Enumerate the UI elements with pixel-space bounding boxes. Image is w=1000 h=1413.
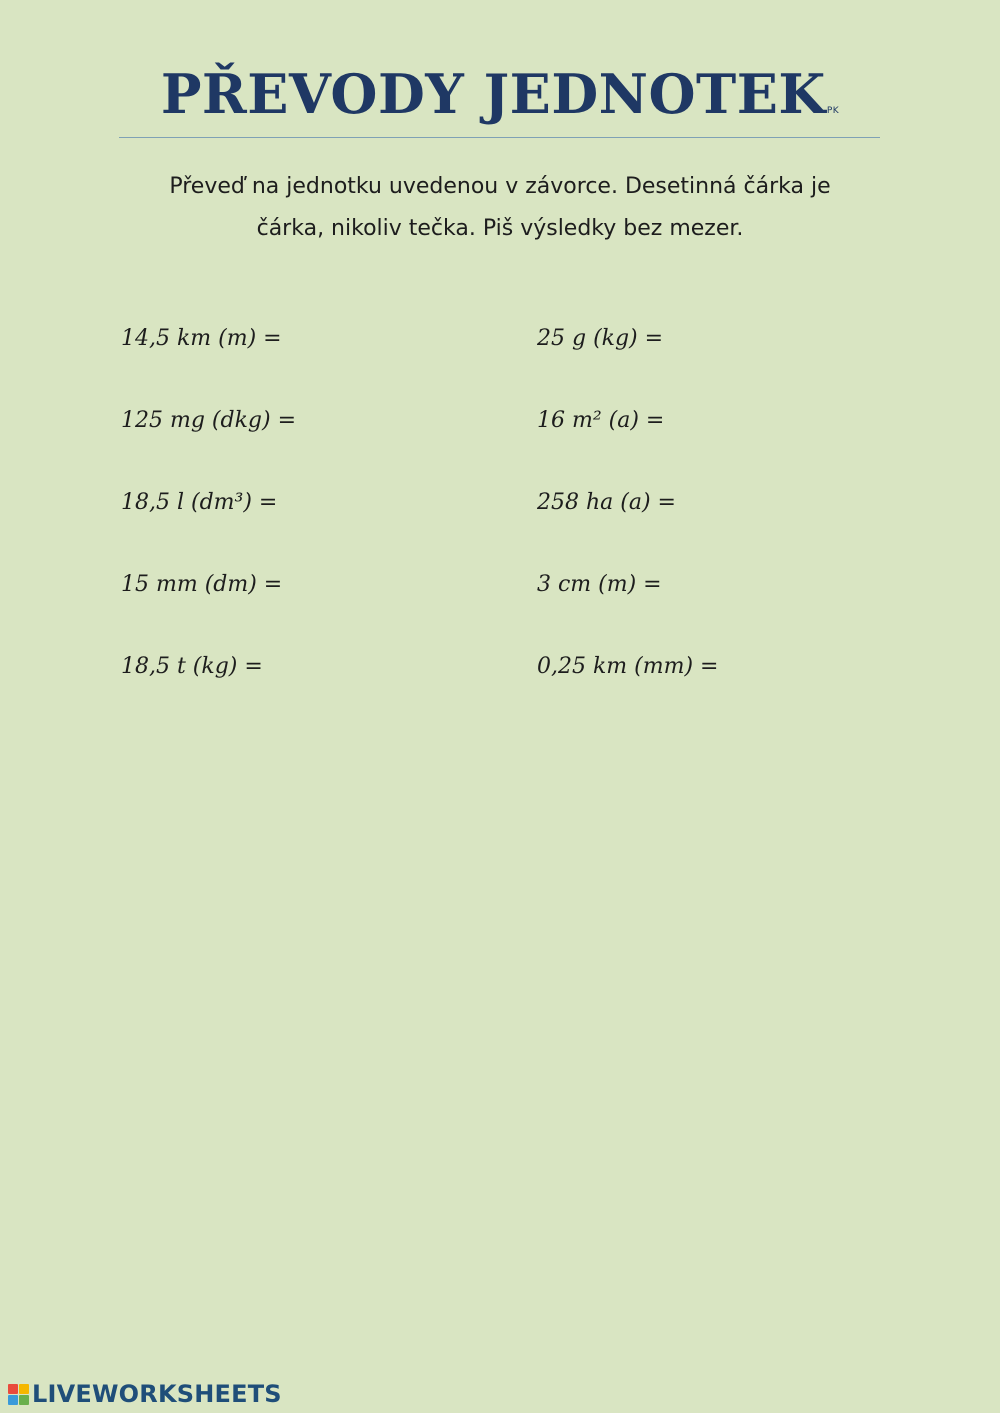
logo-cube [19,1395,29,1405]
instructions-line-2: čárka, nikoliv tečka. Piš výsledky bez mezer. [256,216,744,241]
title-divider [119,137,880,138]
exercise-label: 25 g (kg) = [537,326,664,351]
exercise-label: 0,25 km (mm) = [537,654,719,679]
exercise-left-5 [121,654,419,680]
logo-cube [19,1384,29,1394]
answer-field[interactable] [283,490,433,516]
liveworksheets-logo [8,1380,282,1408]
answer-field[interactable] [269,654,419,680]
answer-field[interactable] [669,326,819,352]
answer-field[interactable] [668,572,818,598]
exercise-left-3 [121,490,433,516]
answer-field[interactable] [724,654,874,680]
exercise-label: 18,5 t (kg) = [121,654,263,679]
exercise-right-1 [537,326,819,352]
exercise-right-5 [537,654,874,680]
exercise-left-4 [121,572,438,598]
logo-cubes-icon [8,1384,29,1405]
answer-field[interactable] [670,408,820,434]
exercise-label: 15 mm (dm) = [121,572,283,597]
exercise-label: 14,5 km (m) = [121,326,282,351]
exercise-right-2 [537,408,820,434]
page-title [0,62,1000,126]
exercise-right-4 [537,572,818,598]
logo-cube [8,1395,18,1405]
exercise-label: 18,5 l (dm³) = [121,490,278,515]
answer-field[interactable] [288,572,438,598]
logo-brand-text: LIVEWORKSHEETS [32,1380,282,1408]
instructions-line-1: Převeď na jednotku uvedenou v závorce. Desetinná čárka je [169,174,831,199]
exercise-right-3 [537,490,832,516]
exercise-left-2 [121,408,452,434]
title-tag: PK [826,106,840,116]
exercise-label: 3 cm (m) = [537,572,662,597]
exercise-left-1 [121,326,438,352]
answer-field[interactable] [288,326,438,352]
answer-field[interactable] [682,490,832,516]
title-text: PŘEVODY JEDNOTEK [160,62,826,126]
instructions [110,166,890,250]
answer-field[interactable] [302,408,452,434]
exercise-label: 125 mg (dkg) = [121,408,297,433]
logo-cube [8,1384,18,1394]
exercise-label: 258 ha (a) = [537,490,676,515]
exercise-label: 16 m² (a) = [537,408,665,433]
